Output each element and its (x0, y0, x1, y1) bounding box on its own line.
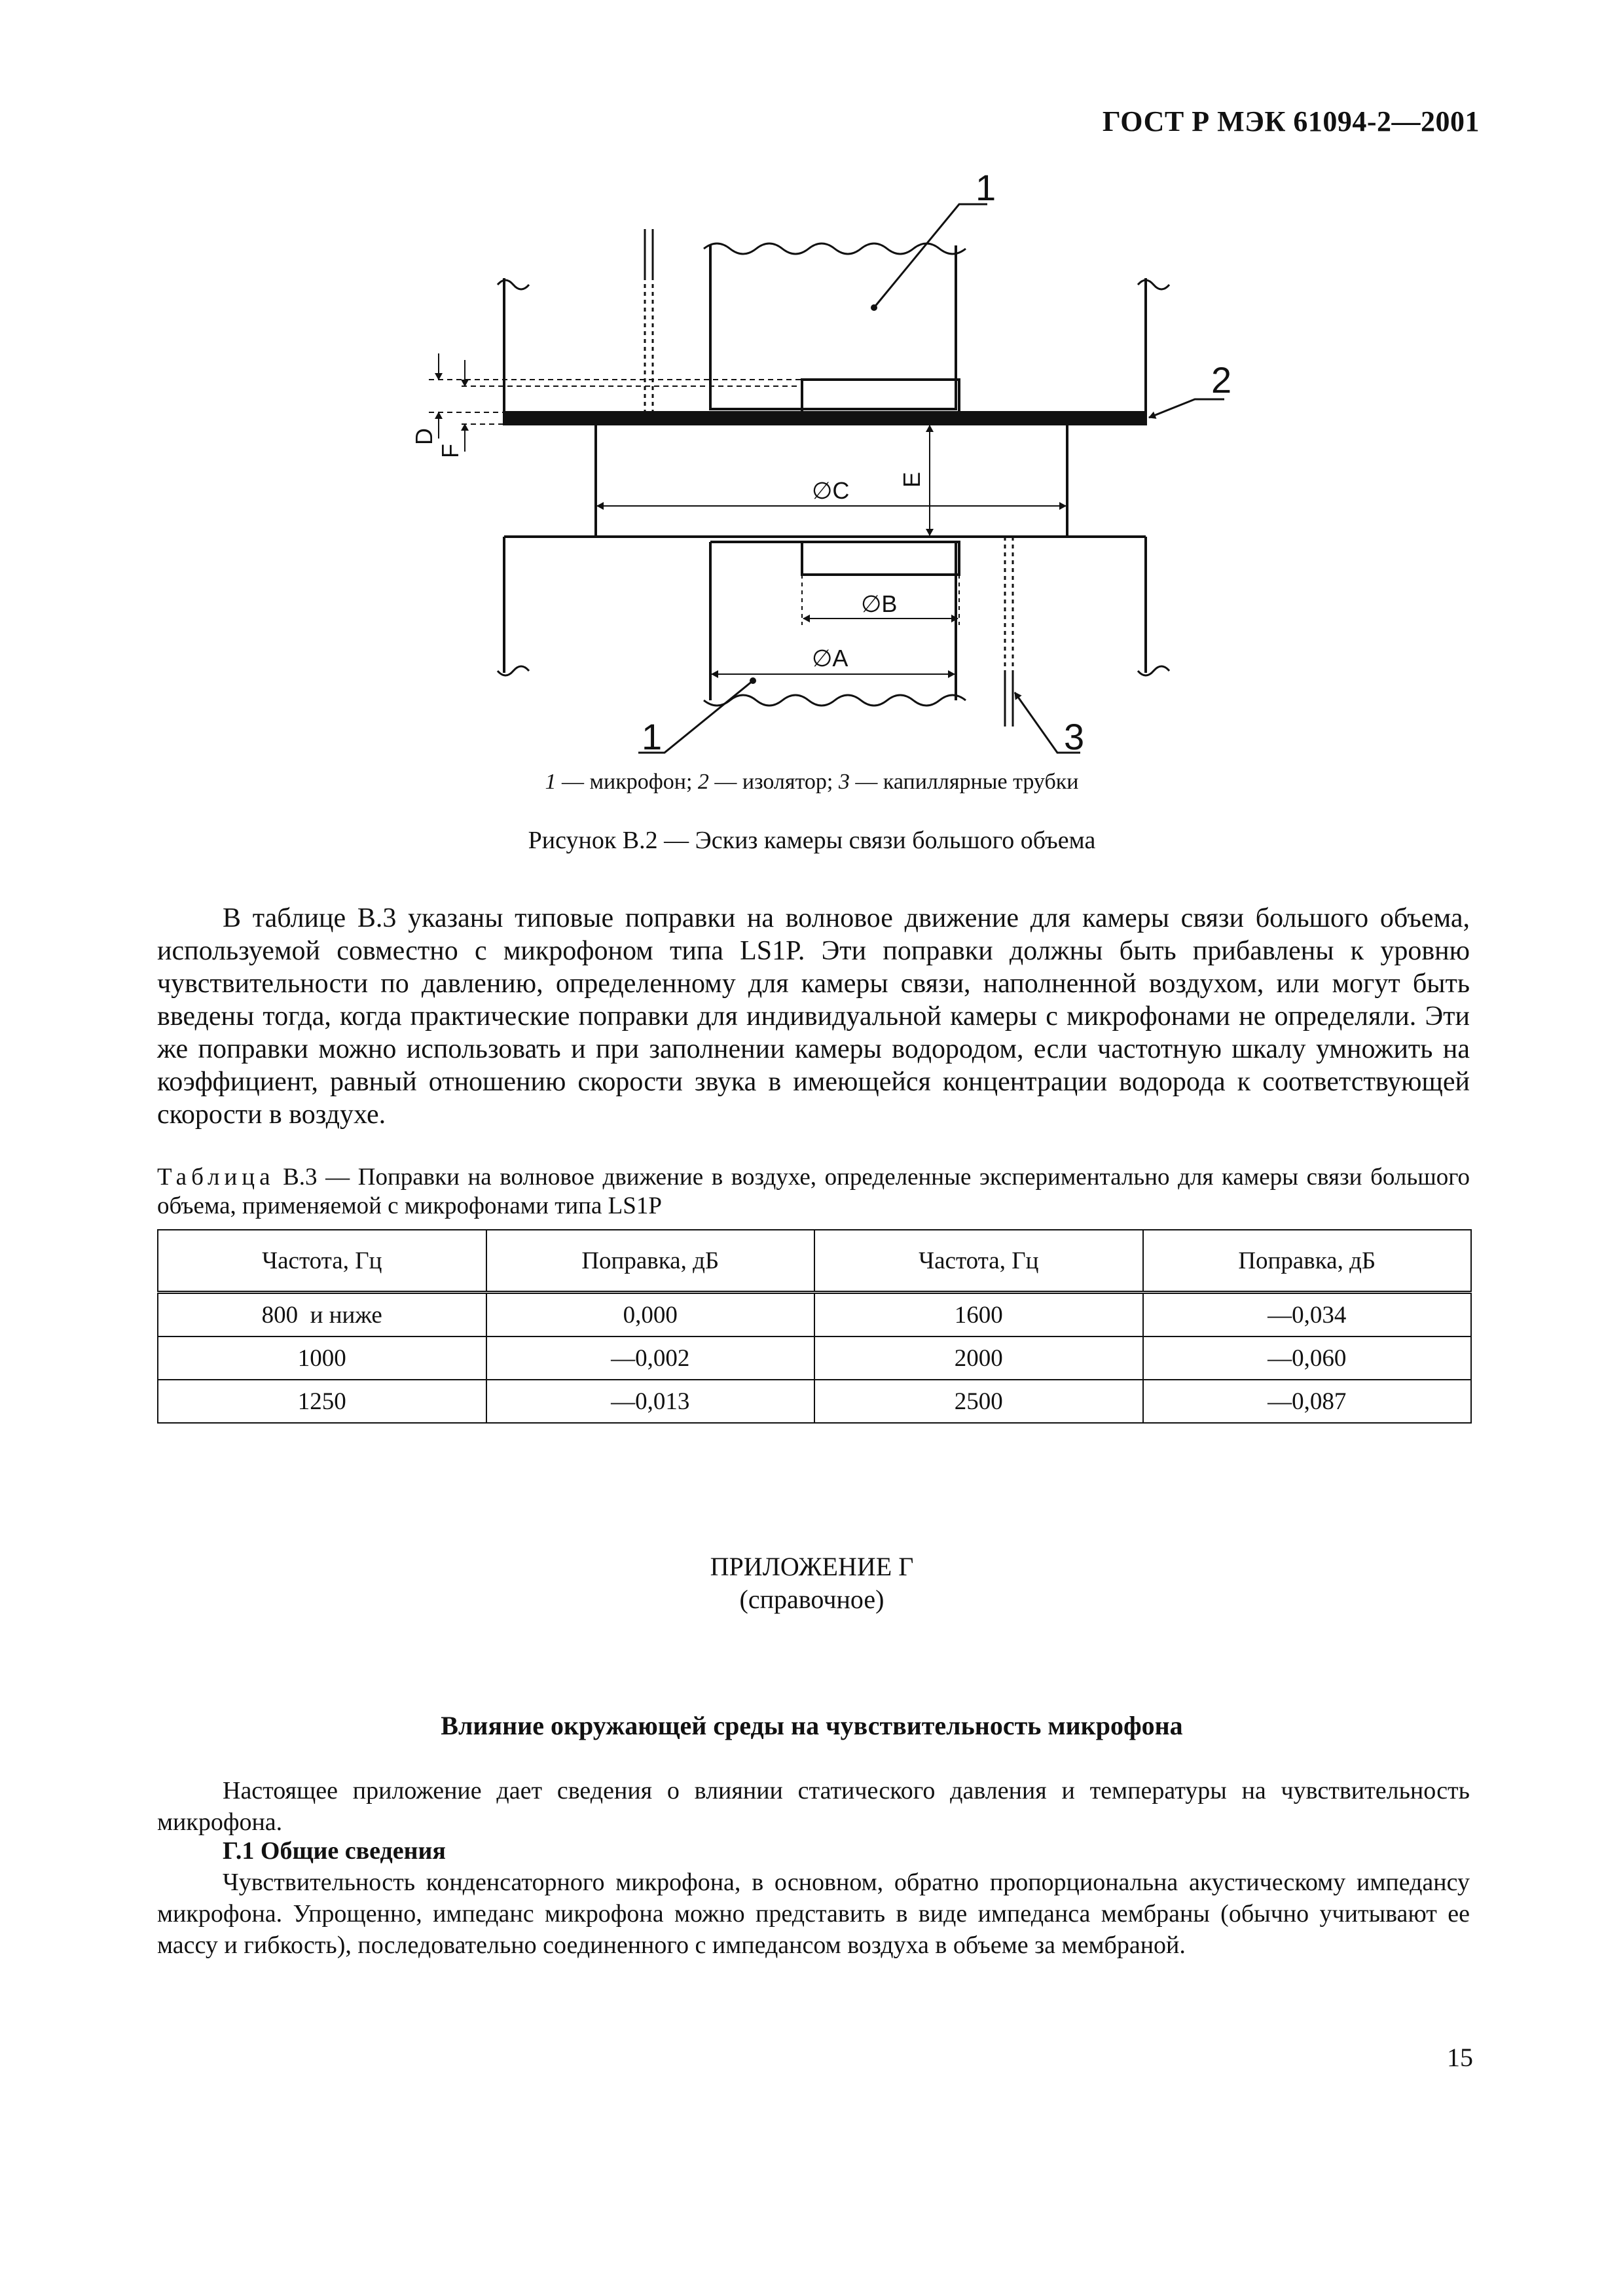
table-cell: —0,087 (1143, 1380, 1472, 1423)
header-cell: Частота, Гц (158, 1230, 486, 1293)
header-cell: Частота, Гц (814, 1230, 1143, 1293)
appendix-title: ПРИЛОЖЕНИЕ Г (710, 1552, 914, 1581)
table-cell: —0,034 (1143, 1293, 1472, 1337)
dim-label-a: ∅A (812, 645, 848, 672)
legend-num-1: 1 (545, 770, 556, 794)
figure-legend (157, 770, 1467, 795)
paragraph-table-intro: В таблице В.3 указаны типовые поправки на волновое движение для камеры связи большого объема, используемой совместно с микрофоном типа LS1P. Эти поправки должны быть прибавлены к уровню чувствительности по давлению, определенному для камеры связи, наполненной воздухом, или могут быть введены тогда, когда практические поправки для индивидуальной камеры с микрофонами не определяли. Эти же поправки можно использовать и при заполнении камеры водородом, если частотную шкалу умножить на коэффициент, равный отношению скорости звука в имеющейся концентрации водорода к соответствующей скорости в воздухе. (157, 903, 1470, 1130)
legend-text-3: — капиллярные трубки (849, 770, 1079, 794)
table-cell: —0,060 (1143, 1336, 1472, 1380)
bottom-diaphragm (802, 542, 959, 575)
table-row (158, 1336, 1471, 1380)
callout-1-bottom: 1 (642, 716, 663, 757)
table-cell: 2500 (814, 1380, 1143, 1423)
dim-label-e: E (898, 471, 925, 488)
page-number: 15 (1447, 2043, 1473, 2072)
dim-label-c: ∅C (812, 477, 850, 504)
document-code: ГОСТ Р МЭК 61094-2—2001 (1102, 105, 1480, 137)
table-row (158, 1380, 1471, 1423)
dim-label-d: D (410, 428, 437, 445)
bottom-microphone (710, 542, 956, 700)
section-title: Влияние окружающей среды на чувствительность микрофона (441, 1711, 1183, 1740)
appendix-subtitle: (справочное) (739, 1585, 884, 1614)
callout-3: 3 (1064, 716, 1085, 757)
correction-table (157, 1229, 1472, 1424)
table-cell: 2000 (814, 1336, 1143, 1380)
table-cell: 1250 (158, 1380, 486, 1423)
table-caption (157, 1163, 1470, 1221)
coupler-sketch-figure (367, 164, 1283, 772)
appendix-body: Чувствительность конденсаторного микрофона, в основном, обратно пропорциональна акустическому импедансу микрофона. Упрощенно, импеданс микрофона можно представить в виде импеданса мембраны (обычно учитывают ее массу и гибкость), последовательно соединенного с импедансом воздуха в объеме за мембраной. (157, 1869, 1470, 1959)
table-cell: 1600 (814, 1293, 1143, 1337)
header-cell: Поправка, дБ (486, 1230, 815, 1293)
insulator (504, 412, 1146, 424)
subsection-heading: Г.1 Общие сведения (223, 1837, 446, 1865)
table-caption-text: В.3 — Поправки на волновое движение в воздухе, определенные экспериментально для камеры связи большого объема, применяемой с микрофонами типа LS1P (157, 1164, 1470, 1219)
legend-text-1: — микрофон; (556, 770, 698, 794)
legend-text-2: — изолятор; (708, 770, 839, 794)
table-cell: —0,002 (486, 1336, 815, 1380)
table-cell: 800 и ниже (158, 1293, 486, 1337)
callout-1-top: 1 (976, 167, 996, 208)
table-cell: —0,013 (486, 1380, 815, 1423)
table-row (158, 1293, 1471, 1337)
upper-housing (504, 278, 1146, 412)
figure-caption: Рисунок В.2 — Эскиз камеры связи большого объема (528, 827, 1096, 854)
header-cell: Поправка, дБ (1143, 1230, 1472, 1293)
table-caption-label: Таблица (157, 1164, 275, 1191)
legend-num-2: 2 (697, 770, 709, 794)
table-header-row (158, 1230, 1471, 1293)
appendix-intro: Настоящее приложение дает сведения о влиянии статического давления и температуры на чувствительность микрофона. (157, 1777, 1470, 1836)
top-microphone (710, 245, 956, 409)
legend-num-3: 3 (838, 770, 850, 794)
dim-label-b: ∅B (861, 590, 898, 617)
table-cell: 0,000 (486, 1293, 815, 1337)
top-diaphragm (802, 380, 959, 412)
dim-label-f: F (437, 444, 464, 458)
table-cell: 1000 (158, 1336, 486, 1380)
callout-2: 2 (1211, 359, 1232, 401)
